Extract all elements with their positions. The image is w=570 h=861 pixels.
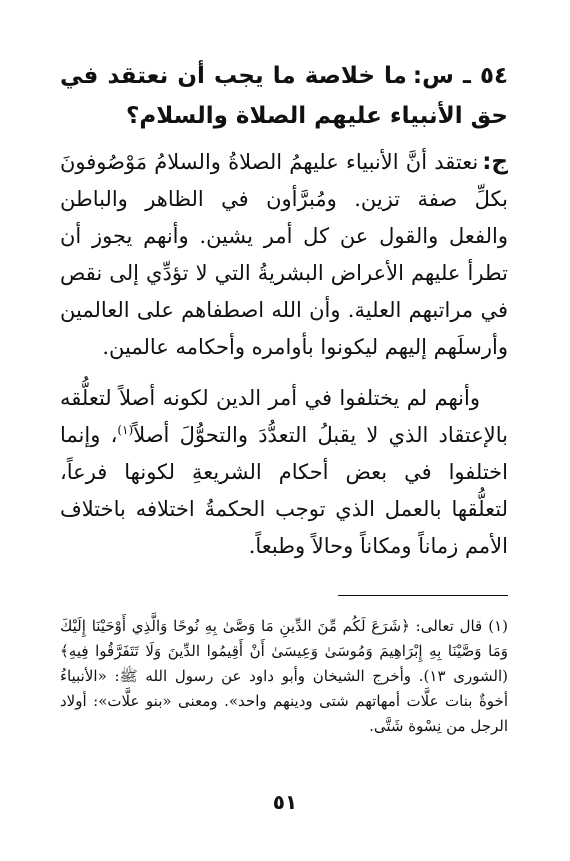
footnote-number: (١) [488,617,508,635]
answer-marker: ج: [482,149,508,175]
page-number: ٥١ [272,790,298,814]
answer-text: نعتقد أنَّ الأنبياء عليهمُ الصلاةُ والسلامُ مَوْصُوفونَ بكلِّ صفة تزين. ومُبرَّأون في الظاهر والباطن والفعل والقول عن كل أمر يشين. وأنهم يجوز أن تطرأ عليهم الأعراض البشريةُ التي لا تؤدِّي إلى نقص في مراتبهم العلية. وأن الله اصطفاهم على العالمين وأرسلَهم إليهم ليكونوا بأوامره وأحكامه عالمين. [60,150,508,359]
answer-paragraph [60,144,508,366]
paragraph-text-end: ، وإنما اختلفوا في بعض أحكام الشريعةِ لكونها فرعاً، لتعلُّقها بالعمل الذي توجب الحكمةُ اختلافه باختلاف الأمم زماناً ومكاناً وحالاً وطبعاً. [60,423,508,558]
body-paragraph [60,380,508,565]
question-number: ٥٤ ـ س: [412,63,509,89]
question-text: ما خلاصة ما يجب أن نعتقد في حق الأنبياء عليهم الصلاة والسلام؟ [60,63,508,129]
footnote-divider [338,595,508,596]
footnote [60,614,508,739]
paragraph-text-start: وأنهم لم يختلفوا في أمر الدين لكونه أصلاً لتعلُّقه بالإعتقاد الذي لا يقبلُ التعدُّدَ والتحوُّلَ أصلاً [60,386,508,447]
question-heading [60,56,508,136]
footnote-text: قال تعالى: ﴿شَرَعَ لَكُم مِّنَ الدِّينِ مَا وَصَّىٰ بِهِ نُوحًا وَالَّذِي أَوْحَيْنَا إِلَيْكَ وَمَا وَصَّيْنَا بِهِ إِبْرَاهِيمَ وَمُوسَىٰ وَعِيسَىٰ أَنْ أَقِيمُوا الدِّينَ وَلَا تَتَفَرَّقُوا فِيهِ﴾ (الشورى ١٣). وأخرج الشيخان وأبو داود عن رسول الله ﷺ: «الأنبياءُ أخوةٌ بنات علَّات أمهاتهم شتى ودينهم واحد». ومعنى «بنو علَّات»: أولاد الرجل من نِسْوة شَتَّى. [60,617,508,735]
footnote-reference: (١) [117,423,134,437]
